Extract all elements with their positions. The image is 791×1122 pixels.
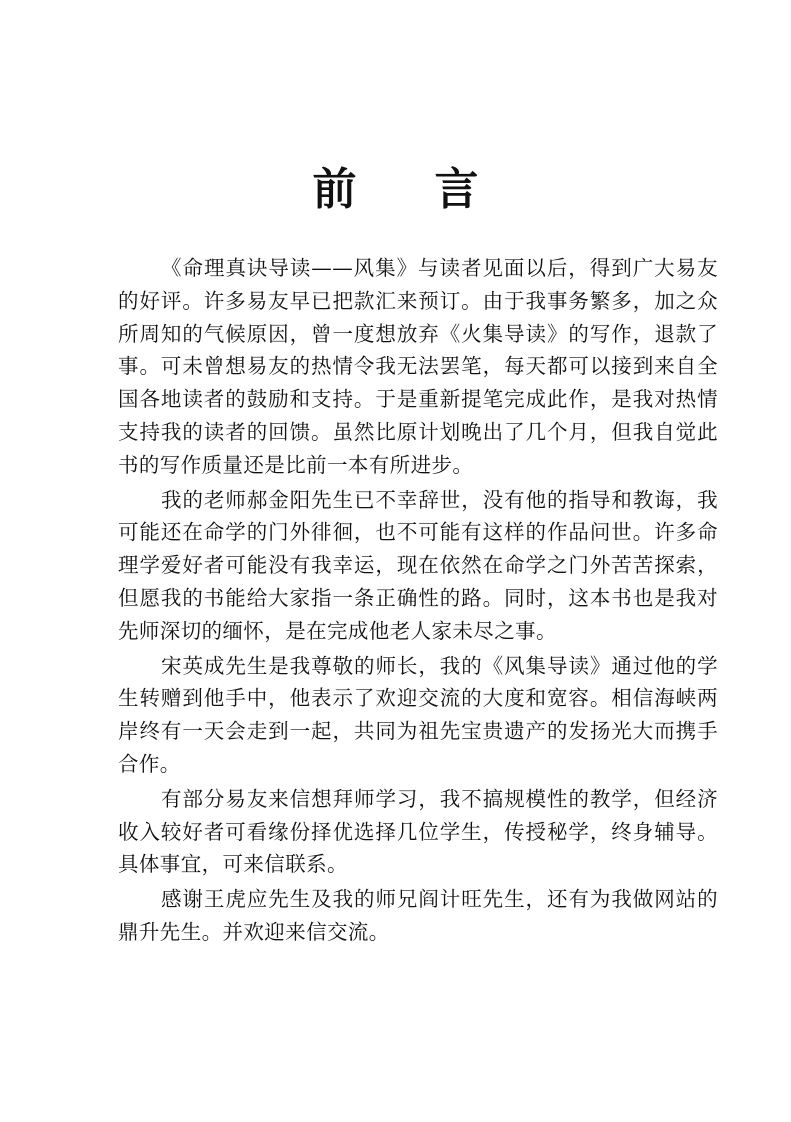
- page-title: [0, 160, 791, 220]
- preface-body: [118, 252, 718, 951]
- paragraph-3: 宋英成先生是我尊敬的师长，我的《风集导读》通过他的学生转赠到他手中，他表示了欢迎交流的大度和宽容。相信海峡两岸终有一天会走到一起，共同为祖先宝贵遗产的发扬光大而携手合作。: [118, 653, 718, 776]
- title-char-1: 前: [312, 164, 357, 215]
- paragraph-1: 《命理真诀导读——风集》与读者见面以后，得到广大易友的好评。许多易友早已把款汇来预订。由于我事务繁多，加之众所周知的气候原因，曾一度想放弃《火集导读》的写作，退款了事。可未曾想易友的热情令我无法罢笔，每天都可以接到来自全国各地读者的鼓励和支持。于是重新提笔完成此作，是我对热情支持我的读者的回馈。虽然比原计划晚出了几个月，但我自觉此书的写作质量还是比前一本有所进步。: [118, 256, 718, 477]
- paragraph-5: 感谢王虎应先生及我的师兄阎计旺先生，还有为我做网站的鼎升先生。并欢迎来信交流。: [118, 887, 718, 944]
- paragraph-4: 有部分易友来信想拜师学习，我不搞规模性的教学，但经济收入较好者可看缘份择优选择几位学生，传授秘学，终身辅导。具体事宜，可来信联系。: [118, 786, 718, 877]
- paragraph-2: 我的老师郝金阳先生已不幸辞世，没有他的指导和教诲，我可能还在命学的门外徘徊，也不可能有这样的作品问世。许多命理学爱好者可能没有我幸运，现在依然在命学之门外苦苦探索，但愿我的书能给大家指一条正确性的路。同时，这本书也是我对先师深切的缅怀，是在完成他老人家未尽之事。: [118, 487, 718, 643]
- title-char-2: 言: [434, 164, 479, 215]
